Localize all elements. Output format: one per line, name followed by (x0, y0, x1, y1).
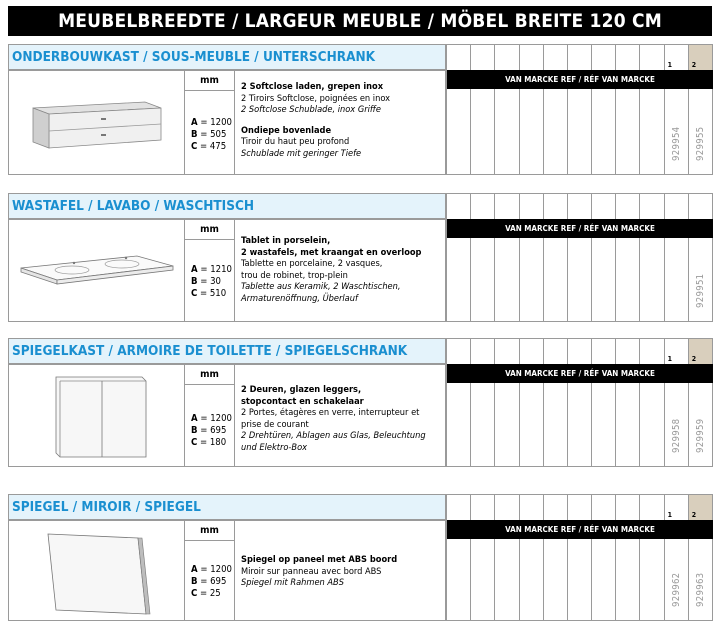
grid-line (447, 321, 712, 322)
description-line: 2 Portes, étagères en verre, interrupteur et (241, 407, 420, 418)
section-onderbouwkast (8, 44, 712, 175)
product-description-box (8, 520, 446, 621)
description-text (241, 81, 441, 159)
ref-header-bar: VAN MARCKE REF / RÉF VAN MARCKE (447, 70, 713, 89)
section-wastafel (8, 193, 712, 322)
description-line: 2 Softclose Schublade, inox Griffe (241, 104, 381, 115)
grid-column (568, 193, 592, 322)
spiegelschrank-image (9, 365, 185, 466)
reference-code: 929963 (694, 572, 706, 607)
grid-column (520, 338, 544, 467)
grid-column (592, 44, 616, 175)
grid-column (592, 193, 616, 322)
dimensions-column (185, 71, 235, 174)
description-line: und Elektro-Box (241, 441, 308, 453)
dimensions: A = 1200 B = 695 C = 180 (191, 413, 232, 448)
description-line: Armaturenöffnung, Überlauf (241, 292, 358, 304)
grid-column (520, 494, 544, 621)
grid-column (544, 44, 568, 175)
column-number: 1 (667, 511, 672, 519)
grid-column (544, 338, 568, 467)
grid-column (471, 338, 495, 467)
grid-column (568, 494, 592, 621)
page-title: MEUBELBREEDTE / LARGEUR MEUBLE / MÖBEL BREITE 120 CM (8, 6, 712, 36)
grid-line (447, 338, 712, 339)
section-title: SPIEGEL / MIROIR / SPIEGEL (8, 494, 446, 520)
description-text (241, 384, 441, 453)
section-title: WASTAFEL / LAVABO / WASCHTISCH (8, 193, 446, 219)
grid-column (616, 44, 640, 175)
grid-column (447, 44, 471, 175)
grid-column (665, 193, 689, 322)
grid-column (447, 494, 471, 621)
description-line: Spiegel op paneel met ABS boord (241, 554, 398, 565)
dimensions-column (185, 521, 235, 620)
grid-column (592, 494, 616, 621)
ref-grid (446, 193, 712, 322)
description-text (241, 235, 441, 304)
ref-grid (446, 44, 712, 175)
grid-column (640, 494, 664, 621)
grid-column (447, 338, 471, 467)
description-line: 2 Drehtüren, Ablagen aus Glas, Beleuchtung (241, 430, 426, 441)
grid-line (447, 466, 712, 467)
dimensions: A = 1200 B = 505 C = 475 (191, 117, 232, 152)
product-description-box (8, 70, 446, 175)
description-line: Tiroir du haut peu profond (241, 136, 350, 147)
mm-label: mm (185, 521, 234, 541)
ref-grid (446, 494, 712, 621)
description-line: Spiegel mit Rahmen ABS (241, 577, 344, 588)
grid-column (616, 338, 640, 467)
grid-column (447, 193, 471, 322)
ref-grid (446, 338, 712, 467)
description-line (241, 116, 441, 125)
column-number: 2 (691, 61, 697, 69)
reference-code: 929951 (694, 273, 706, 308)
grid-column (616, 193, 640, 322)
column-number: 1 (667, 61, 672, 69)
description-line: Tablette aus Keramik, 2 Waschtischen, (241, 281, 401, 292)
grid-column (592, 338, 616, 467)
grid-column (544, 494, 568, 621)
description-line: Miroir sur panneau avec bord ABS (241, 565, 382, 577)
grid-column (520, 193, 544, 322)
reference-code: 929955 (694, 126, 706, 161)
description-line: Tablet in porselein, (241, 235, 331, 246)
description-line: 2 Deuren, glazen leggers, (241, 384, 362, 395)
description-line: 2 wastafels, met kraangat en overloop (241, 246, 422, 258)
grid-column (495, 338, 519, 467)
grid-line (447, 193, 712, 194)
section-title: SPIEGELKAST / ARMOIRE DE TOILETTE / SPIEGELSCHRANK (8, 338, 446, 364)
grid-column (640, 44, 664, 175)
product-description-box (8, 219, 446, 322)
section-title: ONDERBOUWKAST / SOUS-MEUBLE / UNTERSCHRANK (8, 44, 446, 70)
dimensions: A = 1200 B = 695 C = 25 (191, 564, 232, 599)
description-line: trou de robinet, trop-plein (241, 269, 348, 281)
description-line: 2 Tiroirs Softclose, poignées en inox (241, 92, 390, 104)
description-line: 2 Softclose laden, grepen inox (241, 81, 384, 92)
grid-column (640, 338, 664, 467)
grid-column (495, 494, 519, 621)
ref-header-bar: VAN MARCKE REF / RÉF VAN MARCKE (447, 364, 713, 383)
ref-header-bar: VAN MARCKE REF / RÉF VAN MARCKE (447, 219, 713, 238)
spiegel-image (9, 521, 185, 620)
grid-line (447, 494, 712, 495)
grid-column (640, 193, 664, 322)
column-number: 2 (691, 355, 697, 363)
grid-column (520, 44, 544, 175)
ref-header-bar: VAN MARCKE REF / RÉF VAN MARCKE (447, 520, 713, 539)
reference-code: 929954 (670, 126, 682, 161)
grid-column (495, 193, 519, 322)
lavabo-image (9, 220, 185, 321)
mm-label: mm (185, 71, 234, 91)
description-line: Schublade mit geringer Tiefe (241, 147, 362, 159)
description-line: prise de courant (241, 418, 309, 430)
grid-column (495, 44, 519, 175)
grid-column (471, 193, 495, 322)
description-line: stopcontact en schakelaar (241, 395, 364, 407)
grid-column (568, 44, 592, 175)
section-spiegelkast (8, 338, 712, 467)
reference-code: 929962 (670, 572, 682, 607)
grid-column (471, 494, 495, 621)
dimensions-column (185, 220, 235, 321)
column-number: 2 (691, 511, 697, 519)
grid-column (544, 193, 568, 322)
grid-column (616, 494, 640, 621)
column-number: 1 (667, 355, 672, 363)
dimensions-column (185, 365, 235, 466)
description-text (241, 554, 441, 589)
description-line: Ondiepe bovenlade (241, 124, 332, 136)
reference-code: 929959 (694, 418, 706, 453)
reference-code: 929958 (670, 418, 682, 453)
product-description-box (8, 364, 446, 467)
mm-label: mm (185, 220, 234, 240)
grid-column (568, 338, 592, 467)
mm-label: mm (185, 365, 234, 385)
grid-column (471, 44, 495, 175)
unterschrank-image (9, 71, 185, 174)
grid-line (447, 174, 712, 175)
section-spiegel (8, 494, 712, 621)
grid-line (447, 620, 712, 621)
grid-line (447, 44, 712, 45)
dimensions: A = 1210 B = 30 C = 510 (191, 264, 232, 299)
description-line: Tablette en porcelaine, 2 vasques, (241, 258, 383, 269)
